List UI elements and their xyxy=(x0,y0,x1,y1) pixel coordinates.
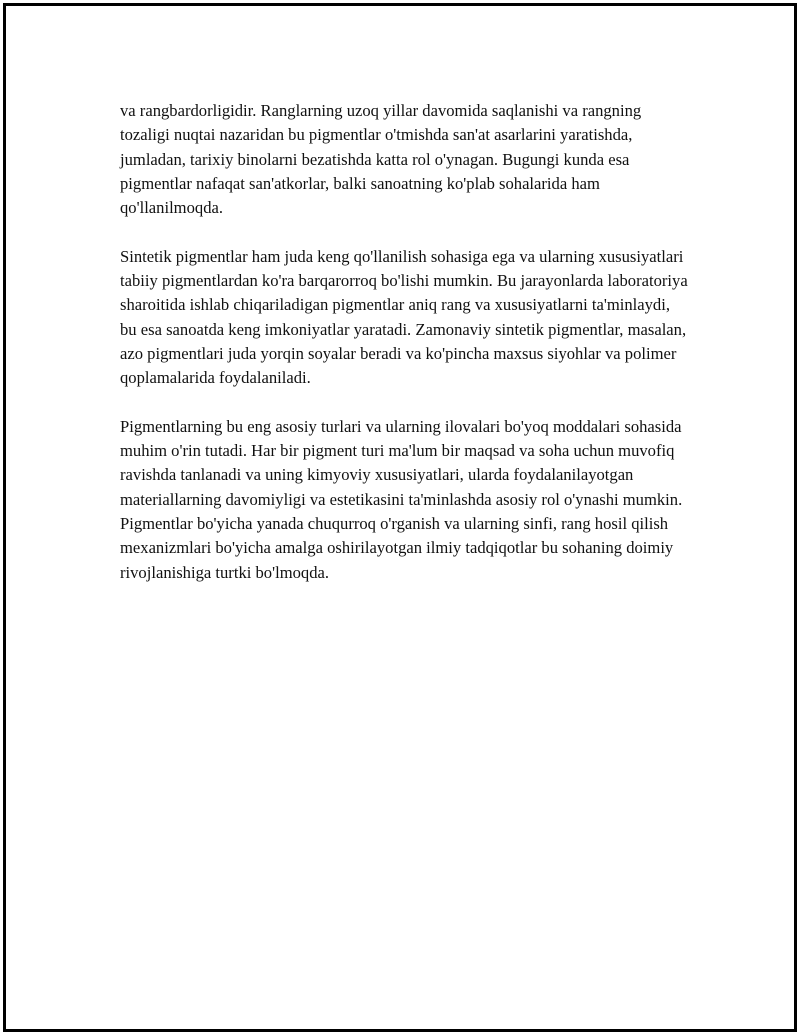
paragraph-2: Sintetik pigmentlar ham juda keng qo'llanilish sohasiga ega va ularning xususiyatlari tabiiy pigmentlardan ko'ra barqarorroq bo'lishi mumkin. Bu jarayonlarda laboratoriya sharoitida ishlab chiqariladigan pigmentlar aniq rang va xususiyatlarni ta'minlaydi, bu esa sanoatda keng imkoniyatlar yaratadi. Zamonaviy sintetik pigmentlar, masalan, azo pigmentlari juda yorqin soyalar beradi va ko'pincha maxsus siyohlar va polimer qoplamalarida foydalaniladi. xyxy=(120,246,688,388)
document-body xyxy=(120,99,690,609)
page-frame xyxy=(3,3,797,1032)
paragraph-1: va rangbardorligidir. Ranglarning uzoq yillar davomida saqlanishi va rangning tozaligi nuqtai nazaridan bu pigmentlar o'tmishda san'at asarlarini yaratishda, jumladan, tarixiy binolarni bezatishda katta rol o'ynagan. Bugungi kunda esa pigmentlar nafaqat san'atkorlar, balki sanoatning ko'plab sohalarida ham qo'llanilmoqda. xyxy=(120,101,642,218)
paragraph-3: Pigmentlarning bu eng asosiy turlari va ularning ilovalari bo'yoq moddalari sohasida muhim o'rin tutadi. Har bir pigment turi ma'lum bir maqsad va soha uchun muvofiq ravishda tanlanadi va uning kimyoviy xususiyatlari, ularda foydalanilayotgan materiallarning davomiyligi va estetikasini ta'minlashda asosiy rol o'ynashi mumkin. Pigmentlar bo'yicha yanada chuqurroq o'rganish va ularning sinfi, rang hosil qilish mexanizmlari bo'yicha amalga oshirilayotgan ilmiy tadqiqotlar bu sohaning doimiy rivojlanishiga turtki bo'lmoqda. xyxy=(120,416,683,582)
